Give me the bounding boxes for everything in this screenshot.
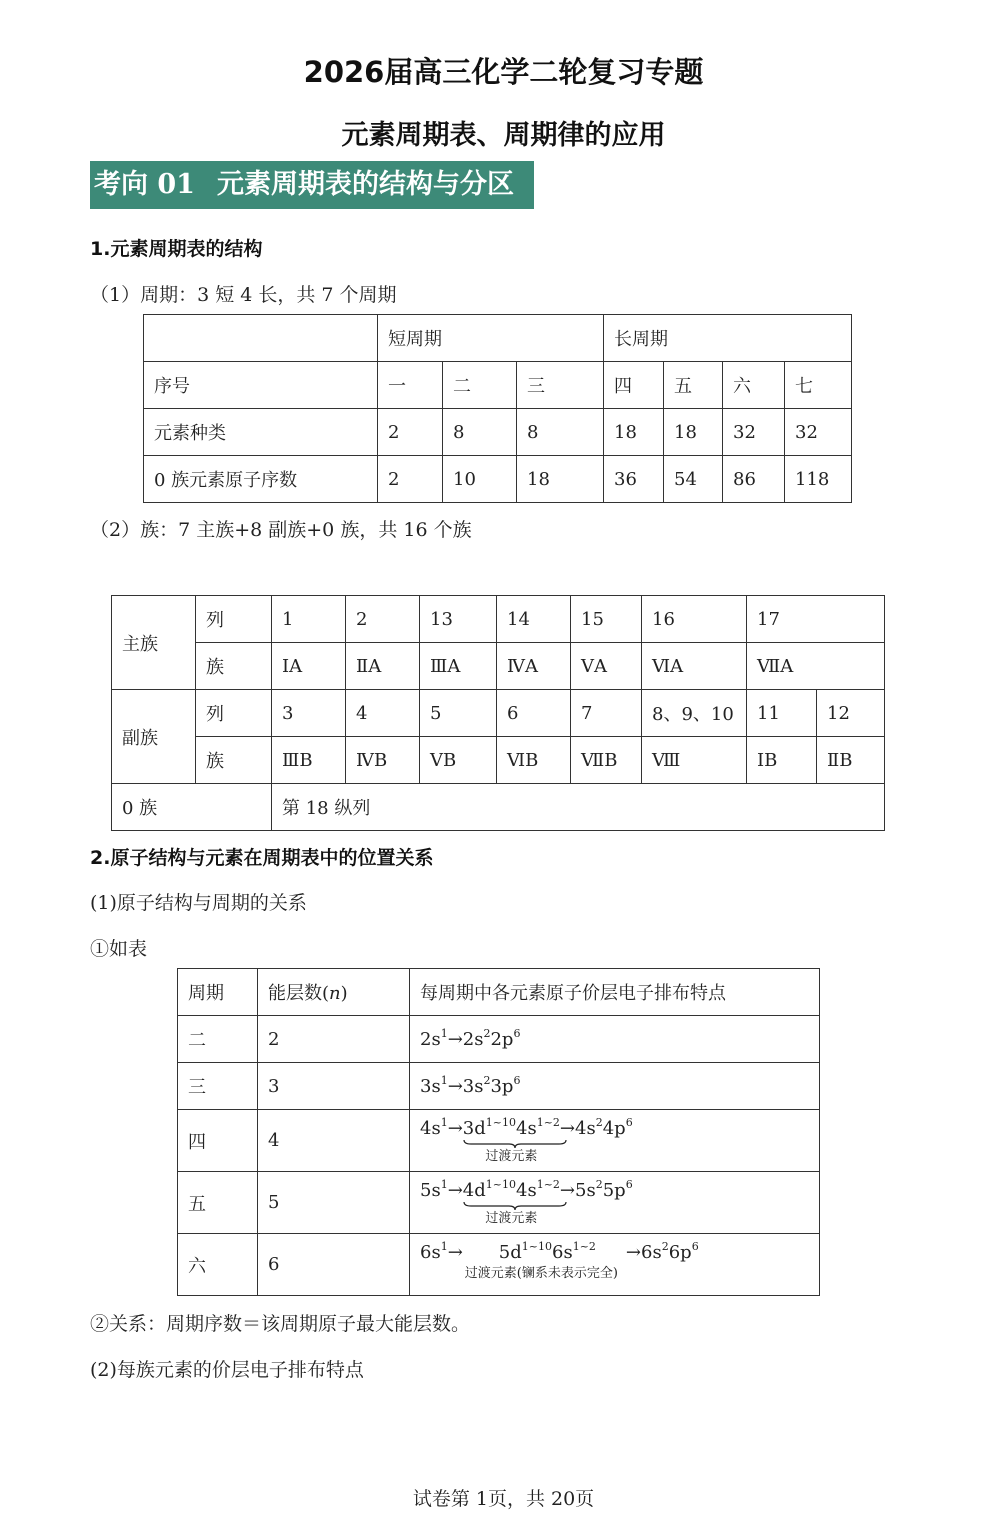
transition-brace: $3d^{1\sim 10}4s^{1\sim 2}$ 过渡元素: [463, 1118, 560, 1139]
table-cell: 6: [497, 690, 571, 737]
table-cell: 元素种类: [144, 409, 378, 456]
table-cell: 五: [664, 362, 723, 409]
table-cell: 54: [664, 456, 723, 503]
table-cell: 二: [443, 362, 517, 409]
table-cell: 六: [723, 362, 785, 409]
period-table-corner: [144, 315, 378, 362]
table-cell: 3: [272, 690, 346, 737]
table-cell: ⅦA: [747, 643, 885, 690]
table-cell: 5: [420, 690, 497, 737]
table-cell: 118: [785, 456, 852, 503]
table-cell: 1: [272, 596, 346, 643]
table-cell: 18: [517, 456, 604, 503]
shell-table: [177, 968, 820, 1296]
row-label-column: 列: [196, 596, 272, 643]
table-cell: ⅣB: [346, 737, 420, 784]
banner-title: 元素周期表的结构与分区: [216, 169, 514, 200]
table-cell: 六: [178, 1234, 258, 1296]
table-header: 周期: [178, 969, 258, 1016]
zero-group-label: 0 族: [112, 784, 272, 831]
table-cell: 三: [178, 1063, 258, 1110]
table-cell: ⅥB: [497, 737, 571, 784]
table-cell: 四: [178, 1110, 258, 1172]
paragraph-groups: （2）族：7 主族+8 副族+0 族，共 16 个族: [90, 519, 472, 541]
paragraph-group-config: (2)每族元素的价层电子排布特点: [90, 1359, 364, 1381]
table-cell: 四: [604, 362, 664, 409]
electron-config: $4s^1\to 3d^{1\sim 10}4s^{1\sim 2}$ 过渡元素 $\to 4s^24p^6$: [410, 1110, 820, 1172]
paragraph-structure-period: (1)原子结构与周期的关系: [90, 892, 307, 914]
electron-config: $3s^1\to 3s^23p^6$: [410, 1063, 820, 1110]
row-label-group: 族: [196, 643, 272, 690]
table-cell: 4: [346, 690, 420, 737]
table-cell: 16: [642, 596, 747, 643]
table-cell: 86: [723, 456, 785, 503]
electron-config: $2s^1\to 2s^22p^6$: [410, 1016, 820, 1063]
table-cell: 18: [664, 409, 723, 456]
section-heading-1: 1.元素周期表的结构: [90, 238, 263, 260]
transition-label: 过渡元素: [485, 1149, 538, 1164]
document-title: 2026届高三化学二轮复习专题: [303, 55, 704, 89]
table-cell: ⅡB: [817, 737, 885, 784]
table-cell: 13: [420, 596, 497, 643]
table-cell: 12: [817, 690, 885, 737]
table-cell: 6: [258, 1234, 410, 1296]
table-cell: ⅠB: [747, 737, 817, 784]
table-cell: 32: [723, 409, 785, 456]
table-cell: ⅠA: [272, 643, 346, 690]
row-label-group: 族: [196, 737, 272, 784]
table-cell: 序号: [144, 362, 378, 409]
table-cell: 15: [571, 596, 642, 643]
table-cell: ⅡA: [346, 643, 420, 690]
table-cell: 五: [178, 1172, 258, 1234]
table-cell: 8: [443, 409, 517, 456]
header-long-period: 长周期: [604, 315, 852, 362]
table-cell: 11: [747, 690, 817, 737]
table-cell: ⅦB: [571, 737, 642, 784]
period-table: [143, 314, 852, 503]
paragraph-periods: （1）周期：3 短 4 长，共 7 个周期: [90, 284, 397, 306]
table-header: 每周期中各元素原子价层电子排布特点: [410, 969, 820, 1016]
table-cell: 二: [178, 1016, 258, 1063]
table-cell: 14: [497, 596, 571, 643]
section-banner: [90, 161, 534, 209]
table-cell: 10: [443, 456, 517, 503]
table-cell: 三: [517, 362, 604, 409]
table-cell: 32: [785, 409, 852, 456]
table-cell: 8、9、10: [642, 690, 747, 737]
transition-brace: $4d^{1\sim 10}4s^{1\sim 2}$ 过渡元素: [463, 1180, 560, 1201]
table-cell: ⅣA: [497, 643, 571, 690]
header-short-period: 短周期: [378, 315, 604, 362]
document-subtitle: 元素周期表、周期律的应用: [341, 120, 666, 151]
table-cell: ⅢB: [272, 737, 346, 784]
table-cell: ⅢA: [420, 643, 497, 690]
table-cell: 4: [258, 1110, 410, 1172]
paragraph-relation: ②关系：周期序数＝该周期原子最大能层数。: [90, 1313, 471, 1335]
electron-config: $5s^1\to 4d^{1\sim 10}4s^{1\sim 2}$ 过渡元素 $\to 5s^25p^6$: [410, 1172, 820, 1234]
table-cell: 18: [604, 409, 664, 456]
table-cell: 2: [346, 596, 420, 643]
transition-label: 过渡元素: [485, 1211, 538, 1226]
table-cell: 0 族元素原子序数: [144, 456, 378, 503]
group-table: [111, 595, 885, 831]
table-cell: ⅤA: [571, 643, 642, 690]
table-header: 能层数(n): [258, 969, 410, 1016]
table-cell: Ⅷ: [642, 737, 747, 784]
table-cell: 2: [378, 456, 443, 503]
table-cell: 2: [258, 1016, 410, 1063]
table-cell: ⅤB: [420, 737, 497, 784]
table-cell: 一: [378, 362, 443, 409]
table-cell: 3: [258, 1063, 410, 1110]
section-heading-2: 2.原子结构与元素在周期表中的位置关系: [90, 847, 434, 869]
electron-config: $6s^1\to 5d^{1\sim 10}6s^{1\sim 2}$ 过渡元素(镧系未表示完全) $\to 6s^26p^6$: [410, 1234, 820, 1296]
zero-group-value: 第 18 纵列: [272, 784, 885, 831]
page-footer: 试卷第 1页，共 20页: [412, 1488, 595, 1510]
table-cell: 7: [571, 690, 642, 737]
paragraph-as-table: ①如表: [90, 938, 148, 960]
main-group-label: 主族: [112, 596, 196, 690]
table-cell: 七: [785, 362, 852, 409]
table-cell: 17: [747, 596, 885, 643]
table-cell: 5: [258, 1172, 410, 1234]
table-cell: ⅥA: [642, 643, 747, 690]
row-label-column: 列: [196, 690, 272, 737]
table-cell: 8: [517, 409, 604, 456]
table-cell: 2: [378, 409, 443, 456]
transition-label: 过渡元素(镧系未表示完全): [464, 1266, 618, 1281]
sub-group-label: 副族: [112, 690, 196, 784]
transition-brace: $5d^{1\sim 10}6s^{1\sim 2}$ 过渡元素(镧系未表示完全): [464, 1240, 618, 1281]
banner-tag: 考向 01: [94, 169, 195, 200]
table-cell: 36: [604, 456, 664, 503]
